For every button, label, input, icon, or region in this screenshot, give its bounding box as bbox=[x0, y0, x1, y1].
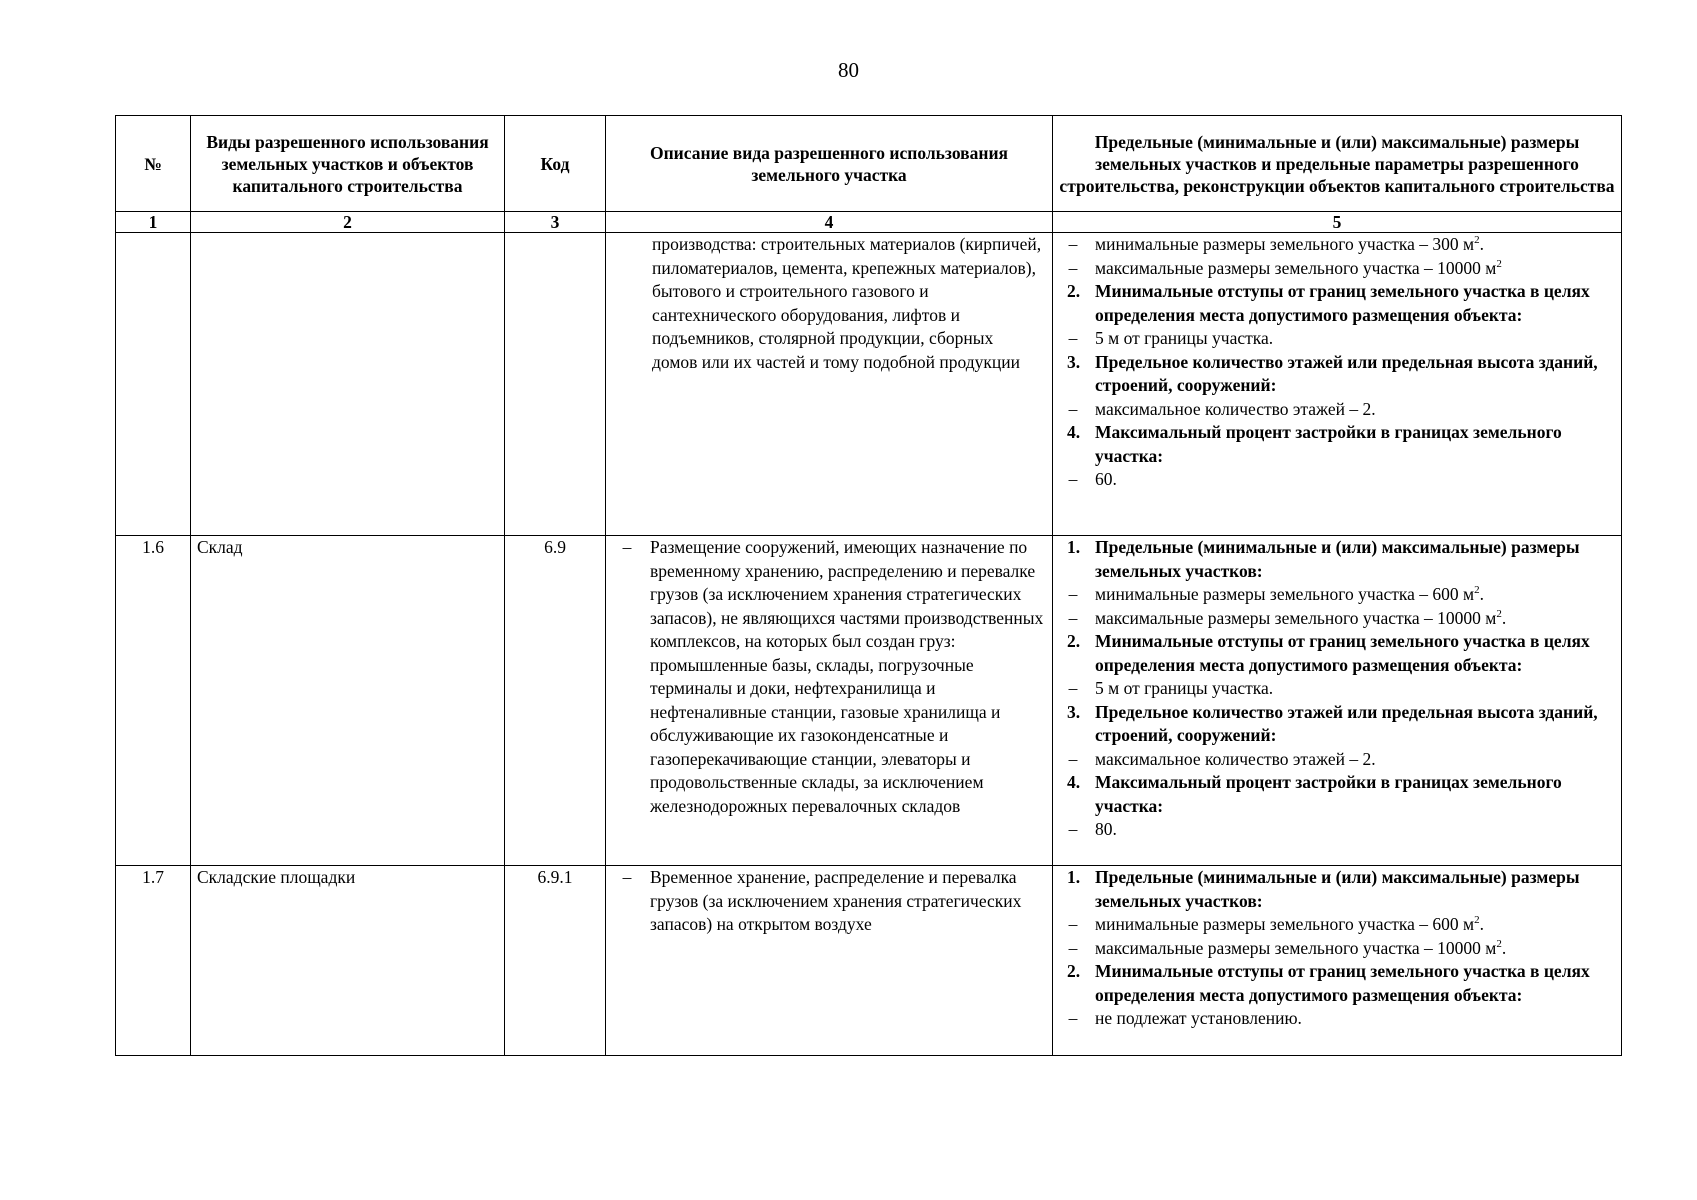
section-number: 2. bbox=[1067, 281, 1081, 301]
param-section-title bbox=[1059, 351, 1615, 398]
param-section-title bbox=[1059, 701, 1615, 748]
row-description-cell bbox=[606, 536, 1053, 866]
param-item-tail: . bbox=[1501, 607, 1507, 628]
section-title-text: Минимальные отступы от границ земельного участка в целях определения места допустимого размещения объекта: bbox=[1095, 961, 1590, 1005]
row-num: 1.6 bbox=[116, 536, 191, 866]
header-kind: Виды разрешенного использования земельных участков и объектов капитального строительства bbox=[191, 116, 505, 212]
section-title-text: Предельные (минимальные и (или) максимальные) размеры земельных участков: bbox=[1095, 867, 1580, 911]
superscript: 2 bbox=[1496, 937, 1502, 950]
section-number: 4. bbox=[1067, 772, 1081, 792]
table-row bbox=[116, 233, 1622, 536]
param-item bbox=[1059, 677, 1615, 701]
dash-marker: – bbox=[1068, 398, 1078, 419]
dash-marker: – bbox=[1068, 257, 1078, 278]
param-section-title bbox=[1059, 771, 1615, 818]
section-number: 1. bbox=[1067, 537, 1081, 557]
param-item-text: 5 м от границы участка. bbox=[1095, 678, 1274, 698]
param-item-tail: . bbox=[1479, 584, 1484, 604]
param-item-text: 5 м от границы участка. bbox=[1095, 328, 1274, 348]
param-item bbox=[1059, 398, 1615, 422]
section-number: 3. bbox=[1067, 351, 1081, 372]
column-number: 5 bbox=[1053, 212, 1622, 233]
param-section-title bbox=[1059, 866, 1615, 913]
superscript: 2 bbox=[1496, 607, 1502, 620]
section-number: 2. bbox=[1067, 631, 1081, 651]
param-section-title bbox=[1059, 630, 1615, 677]
param-item-text: максимальные размеры земельного участка – 10000 м bbox=[1095, 937, 1497, 958]
param-item-text: максимальные размеры земельного участка – 10000 м bbox=[1095, 257, 1497, 278]
row-description: Размещение сооружений, имеющих назначение по временному хранению, распределению и перевалке грузов (за исключением хранения стратегических запасов), не являющихся частями производственных комплексов, на которых был создан груз: промышленные базы, склады, погрузочные терминалы и доки, нефтехранилища и нефтеналивные станции, газовые хранилища и обслуживающие их газоконденсатные и газоперекачивающие станции, элеваторы и продовольственные склады, за исключением железнодорожных перевалочных складов bbox=[650, 537, 1044, 816]
column-number: 1 bbox=[116, 212, 191, 233]
row-code bbox=[505, 233, 606, 536]
superscript: 2 bbox=[1474, 914, 1480, 927]
dash-marker: – bbox=[1068, 584, 1078, 604]
section-title-text: Предельное количество этажей или предельная высота зданий, строений, сооружений: bbox=[1095, 701, 1598, 745]
row-code: 6.9.1 bbox=[505, 866, 606, 1056]
column-number-row bbox=[116, 212, 1622, 233]
param-item-text: максимальные размеры земельного участка – 10000 м bbox=[1095, 607, 1497, 628]
dash-marker: – bbox=[1068, 748, 1078, 769]
header-params: Предельные (минимальные и (или) максимальные) размеры земельных участков и предельные параметры разрешенного строительства, реконструкции объектов капитального строительства bbox=[1053, 116, 1622, 212]
param-item bbox=[1059, 468, 1615, 492]
param-item bbox=[1059, 233, 1615, 257]
param-item-text: минимальные размеры земельного участка – 600 м bbox=[1095, 584, 1475, 604]
dash-marker: – bbox=[1068, 469, 1078, 489]
param-item-tail: . bbox=[1501, 937, 1507, 958]
header-code: Код bbox=[505, 116, 606, 212]
param-section-title bbox=[1059, 536, 1615, 583]
header-row bbox=[116, 116, 1622, 212]
param-item bbox=[1059, 748, 1615, 772]
row-num: 1.7 bbox=[116, 866, 191, 1056]
param-item-text: 80. bbox=[1095, 819, 1117, 839]
section-number: 2. bbox=[1067, 961, 1081, 981]
dash-marker: – bbox=[1068, 234, 1078, 254]
row-description: производства: строительных материалов (кирпичей, пиломатериалов, цемента, крепежных материалов), бытового и строительного газового и сантехнического оборудования, лифтов и подъемников, столярной продукции, сборных домов или их частей и тому подобной продукции bbox=[652, 234, 1042, 372]
row-name: Складские площадки bbox=[191, 866, 505, 1056]
row-code: 6.9 bbox=[505, 536, 606, 866]
section-title-text: Предельные (минимальные и (или) максимальные) размеры земельных участков: bbox=[1095, 537, 1580, 581]
section-title-text: Максимальный процент застройки в границах земельного участка: bbox=[1095, 772, 1562, 816]
dash-marker: – bbox=[1068, 914, 1078, 934]
header-num: № bbox=[116, 116, 191, 212]
param-item-text: минимальные размеры земельного участка – 600 м bbox=[1095, 914, 1475, 934]
param-item-text: 60. bbox=[1095, 469, 1117, 489]
param-section-title bbox=[1059, 960, 1615, 1007]
section-number: 4. bbox=[1067, 422, 1081, 442]
description-item bbox=[612, 866, 1046, 937]
dash-marker: – bbox=[1068, 678, 1078, 698]
superscript: 2 bbox=[1474, 584, 1480, 597]
param-section-title bbox=[1059, 421, 1615, 468]
param-item-tail: . bbox=[1479, 234, 1484, 254]
param-item bbox=[1059, 937, 1615, 961]
param-item bbox=[1059, 1007, 1615, 1031]
param-item-text: не подлежат установлению. bbox=[1095, 1008, 1302, 1028]
section-title-text: Минимальные отступы от границ земельного участка в целях определения места допустимого размещения объекта: bbox=[1095, 281, 1590, 325]
row-params-cell bbox=[1053, 233, 1622, 536]
column-number: 3 bbox=[505, 212, 606, 233]
dash-marker: – bbox=[1068, 937, 1078, 958]
param-section-title bbox=[1059, 280, 1615, 327]
param-item-text: минимальные размеры земельного участка – 300 м bbox=[1095, 234, 1475, 254]
row-params-cell bbox=[1053, 866, 1622, 1056]
section-number: 1. bbox=[1067, 867, 1081, 887]
dash-marker: – bbox=[622, 537, 632, 557]
header-description: Описание вида разрешенного использования земельного участка bbox=[606, 116, 1053, 212]
section-title-text: Максимальный процент застройки в границах земельного участка: bbox=[1095, 422, 1562, 466]
dash-marker: – bbox=[1068, 328, 1078, 348]
table-row bbox=[116, 866, 1622, 1056]
param-item bbox=[1059, 327, 1615, 351]
row-name: Склад bbox=[191, 536, 505, 866]
page-number: 80 bbox=[838, 58, 859, 82]
param-item-tail: . bbox=[1479, 914, 1484, 934]
section-title-text: Предельное количество этажей или предельная высота зданий, строений, сооружений: bbox=[1095, 351, 1598, 395]
row-num bbox=[116, 233, 191, 536]
section-title-text: Минимальные отступы от границ земельного участка в целях определения места допустимого размещения объекта: bbox=[1095, 631, 1590, 675]
row-description: Временное хранение, распределение и перевалка грузов (за исключением хранения стратегических запасов) на открытом воздухе bbox=[650, 867, 1022, 934]
row-description-cell bbox=[606, 233, 1053, 536]
param-item-text: максимальное количество этажей – 2. bbox=[1095, 748, 1376, 769]
param-item bbox=[1059, 583, 1615, 607]
section-number: 3. bbox=[1067, 701, 1081, 722]
dash-marker: – bbox=[622, 867, 632, 887]
description-item bbox=[612, 536, 1046, 818]
superscript: 2 bbox=[1474, 234, 1480, 247]
dash-marker: – bbox=[1068, 819, 1078, 839]
param-item bbox=[1059, 607, 1615, 631]
row-name bbox=[191, 233, 505, 536]
row-description-cell bbox=[606, 866, 1053, 1056]
param-item bbox=[1059, 913, 1615, 937]
param-item-text: максимальное количество этажей – 2. bbox=[1095, 398, 1376, 419]
table-row bbox=[116, 536, 1622, 866]
column-number: 2 bbox=[191, 212, 505, 233]
param-item bbox=[1059, 818, 1615, 842]
dash-marker: – bbox=[1068, 607, 1078, 628]
land-use-table bbox=[115, 115, 1622, 1056]
dash-marker: – bbox=[1068, 1008, 1078, 1028]
row-params-cell bbox=[1053, 536, 1622, 866]
superscript: 2 bbox=[1496, 257, 1502, 270]
column-number: 4 bbox=[606, 212, 1053, 233]
param-item bbox=[1059, 257, 1615, 281]
